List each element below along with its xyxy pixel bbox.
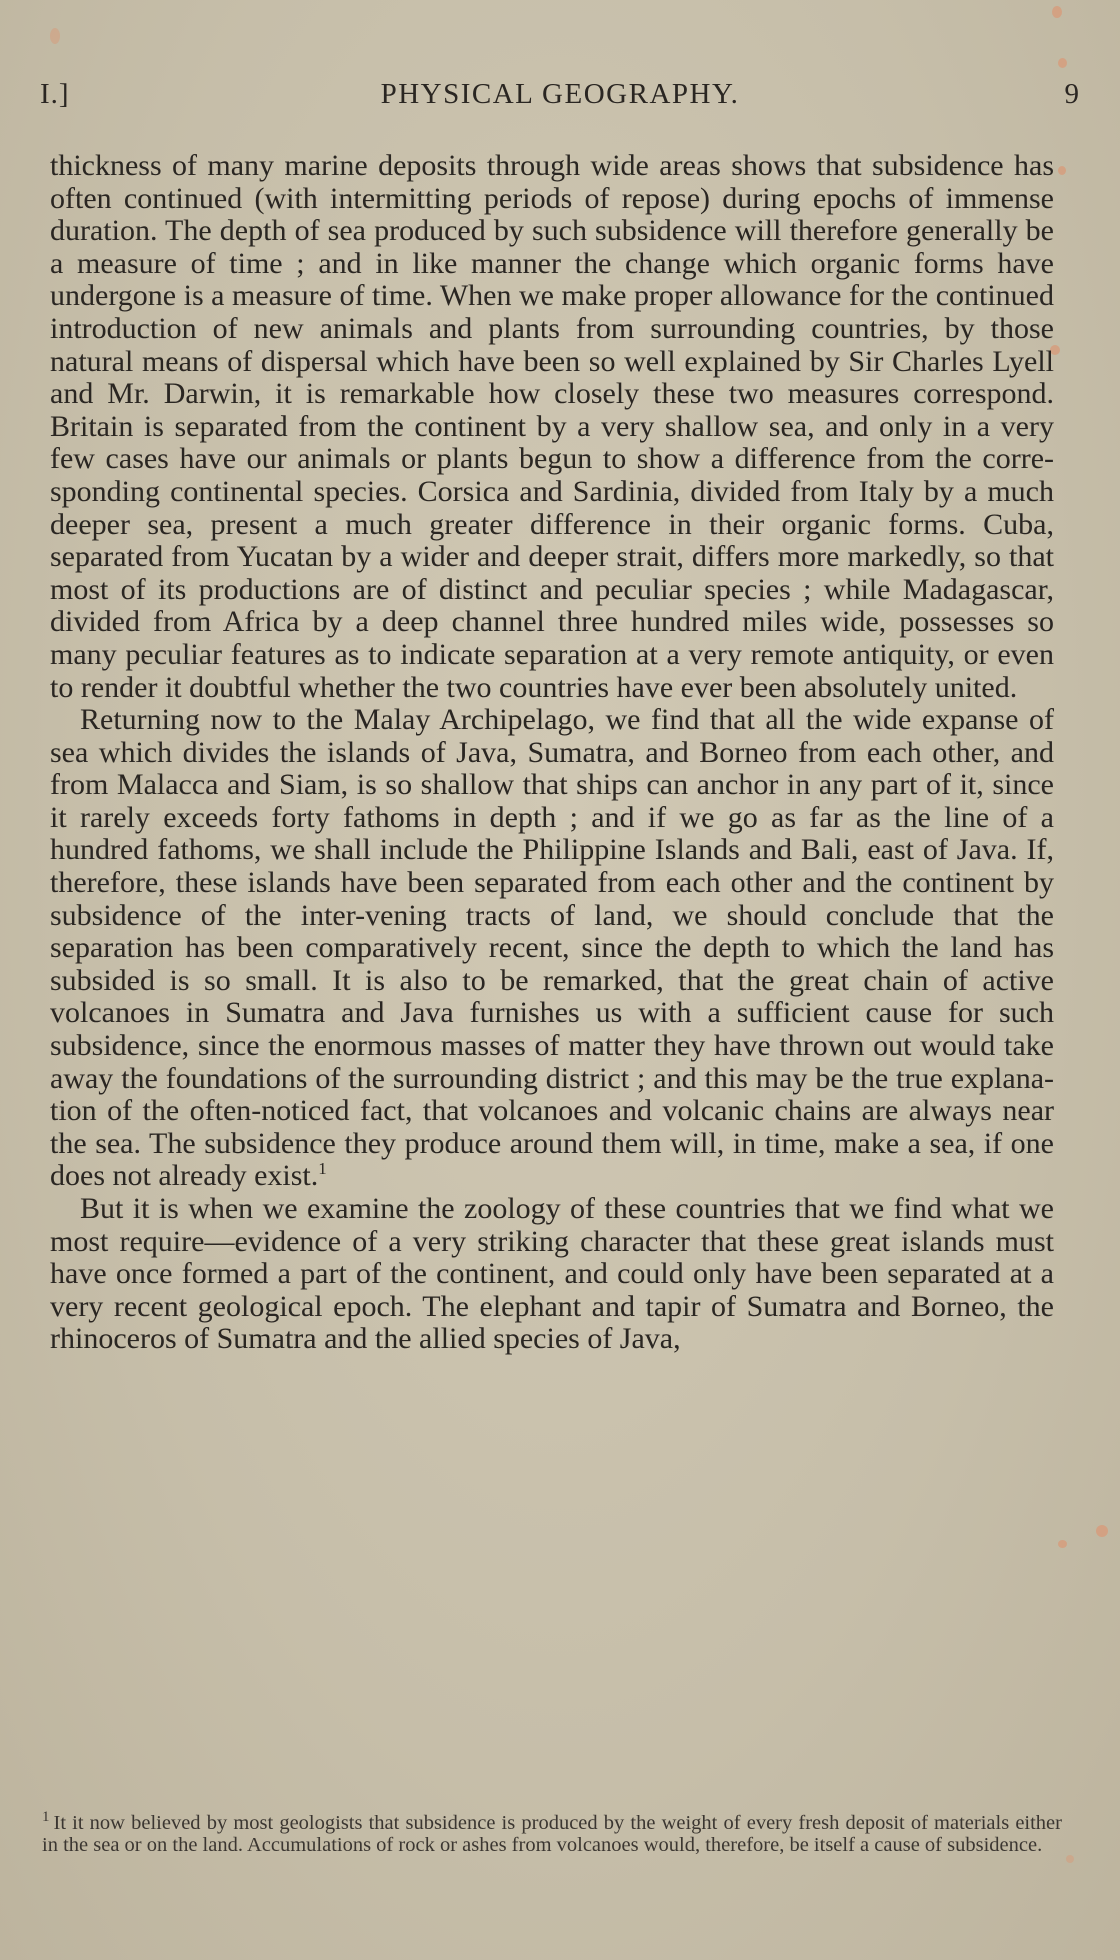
paragraph: But it is when we examine the zoology of these countries that we find what we most require—evidence of a very striking character that these great islands must have once formed a part of the continent, and could only have been separated at a very recent geological epoch. The elephant and tapir of Sumatra and Borneo, the rhinoceros of Sumatra and the allied species of Java, [50,1192,1054,1356]
chapter-number: I.] [40,78,70,110]
paragraph: thickness of many marine deposits through wide areas shows that subsidence has often continued (with intermitting periods of repose) during epochs of immense duration. The depth of sea produced by such subsidence will therefore generally be a measure of time ; and in like manner the change which organic forms have undergone is a measure of time. When we make proper allowance for the continued introduction of new animals and plants from surrounding countries, by those natural means of dispersal which have been so well explained by Sir Charles Lyell and Mr. Darwin, it is remarkable how closely these two measures correspond. Britain is separated from the continent by a very shallow sea, and only in a very few cases have our animals or plants begun to show a difference from the corre-sponding continental species. Corsica and Sardinia, divided from Italy by a much deeper sea, present a much greater difference in their organic forms. Cuba, separated from Yucatan by a wider and deeper strait, differs more markedly, so that most of its productions are of distinct and peculiar species ; while Madagascar, divided from Africa by a deep channel three hundred miles wide, possesses so many peculiar features as to indicate separation at a very remote antiquity, or even to render it doubtful whether the two countries have ever been absolutely united. [50,149,1054,704]
paper-stain [1058,166,1066,175]
footnote-text: It it now believed by most geologists that subsidence is produced by the weight of every fresh deposit of materials either in the sea or on the land. Accumulations of rock or ashes from volcanoes would, therefore, be itself a cause of subsidence. [42,1812,1062,1856]
footnote-reference[interactable]: 1 [318,1159,327,1179]
footnote [42,1809,1062,1856]
paper-stain [1058,58,1067,68]
paper-stain [1052,6,1062,18]
paper-stain [50,28,60,44]
page-number: 9 [1064,78,1080,110]
paper-stain [1066,1855,1074,1863]
paper-stain [1058,1540,1067,1548]
running-title: PHYSICAL GEOGRAPHY. [380,78,740,110]
paragraph-text: Returning now to the Malay Archipelago, we find that all the wide expanse of sea which divides the islands of Java, Sumatra, and Borneo from each other, and from Malacca and Siam, is so shallow that ships can anchor in any part of it, since it rarely exceeds forty fathoms in depth ; and if we go as far as the line of a hundred fathoms, we shall include the Philippine Islands and Bali, east of Java. If, therefore, these islands have been separated from each other and the continent by subsidence of the inter-vening tracts of land, we should conclude that the separation has been comparatively recent, since the depth to which the land has subsided is so small. It is also to be remarked, that the great chain of active volcanoes in Sumatra and Java furnishes us with a sufficient cause for such subsidence, since the enormous masses of matter they have thrown out would take away the foundations of the surrounding district ; and this may be the true explana-tion of the often-noticed fact, that volcanoes and volcanic chains are always near the sea. The subsidence they produce around them will, in time, make a sea, if one does not already exist. [50,703,1054,1193]
footnote-mark: 1 [42,1809,50,1826]
paragraph [50,704,1054,1193]
paper-stain [1096,1525,1108,1537]
body-text [50,150,1054,1356]
running-head [40,78,1080,118]
